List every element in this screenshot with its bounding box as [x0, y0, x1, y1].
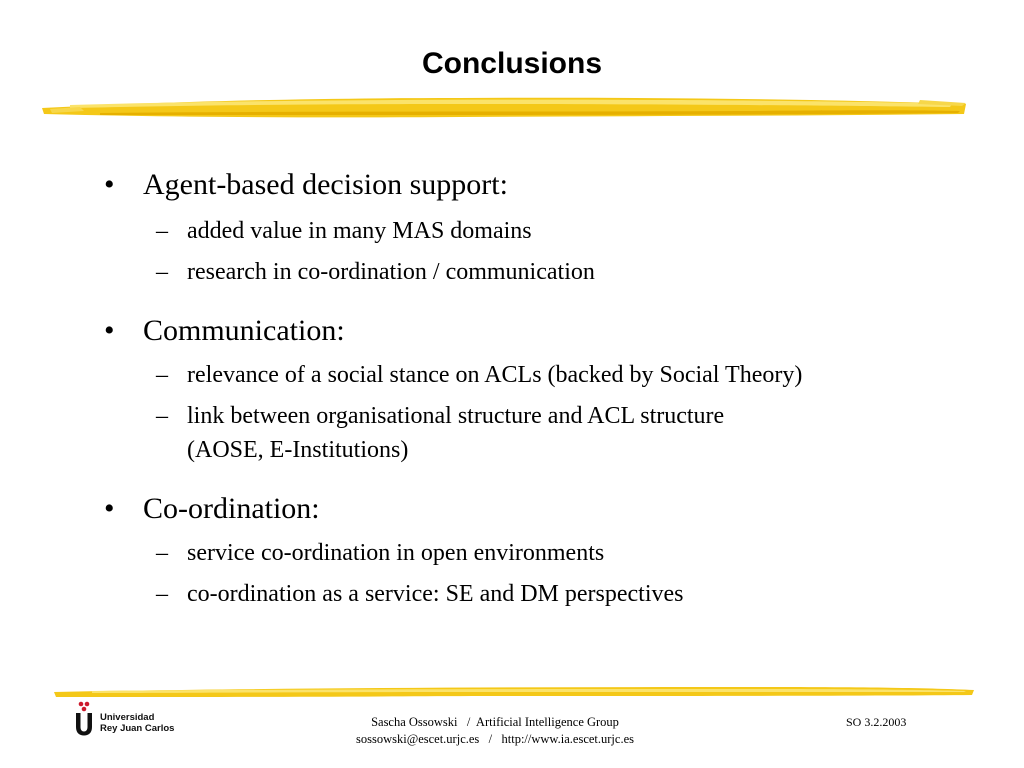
slide-title: Conclusions — [421, 47, 602, 80]
bullet-text: Agent-based decision support: — [143, 168, 508, 201]
bullet-mark: • — [104, 492, 115, 525]
sub-item-text: co-ordination as a service: SE and DM perspectives — [187, 581, 684, 607]
dash-mark: – — [156, 259, 168, 285]
dash-mark: – — [156, 581, 168, 607]
bullet-mark: • — [104, 168, 115, 201]
sub-item-text: research in co-ordination / communication — [187, 259, 595, 285]
bullet-text: Communication: — [143, 314, 345, 347]
bullet-mark: • — [104, 314, 115, 347]
footer-line2: sossowski@escet.urjc.es / http://www.ia.escet.urjc.es — [355, 732, 634, 746]
dash-mark: – — [156, 218, 168, 244]
university-logo — [72, 700, 192, 740]
footer-line1: Sascha Ossowski / Artificial Intelligence Group — [371, 715, 619, 729]
sub-item-text: relevance of a social stance on ACLs (backed by Social Theory) — [187, 362, 803, 388]
footer-date: SO 3.2.2003 — [846, 715, 907, 729]
bullet-text: Co-ordination: — [143, 492, 320, 525]
dash-mark: – — [156, 362, 168, 388]
university-logo-icon — [72, 700, 100, 740]
dash-mark: – — [156, 403, 168, 429]
logo-text-line1: Universidad — [100, 712, 155, 723]
logo-text-line2: Rey Juan Carlos — [100, 723, 175, 734]
sub-item-text: added value in many MAS domains — [187, 218, 532, 244]
footer-divider-brush — [52, 682, 976, 702]
dash-mark: – — [156, 540, 168, 566]
sub-item-text: link between organisational structure and ACL structure — [187, 403, 725, 429]
sub-item-text: service co-ordination in open environments — [187, 540, 605, 566]
sub-item-text: (AOSE, E-Institutions) — [187, 437, 409, 463]
footer-author — [300, 714, 690, 748]
